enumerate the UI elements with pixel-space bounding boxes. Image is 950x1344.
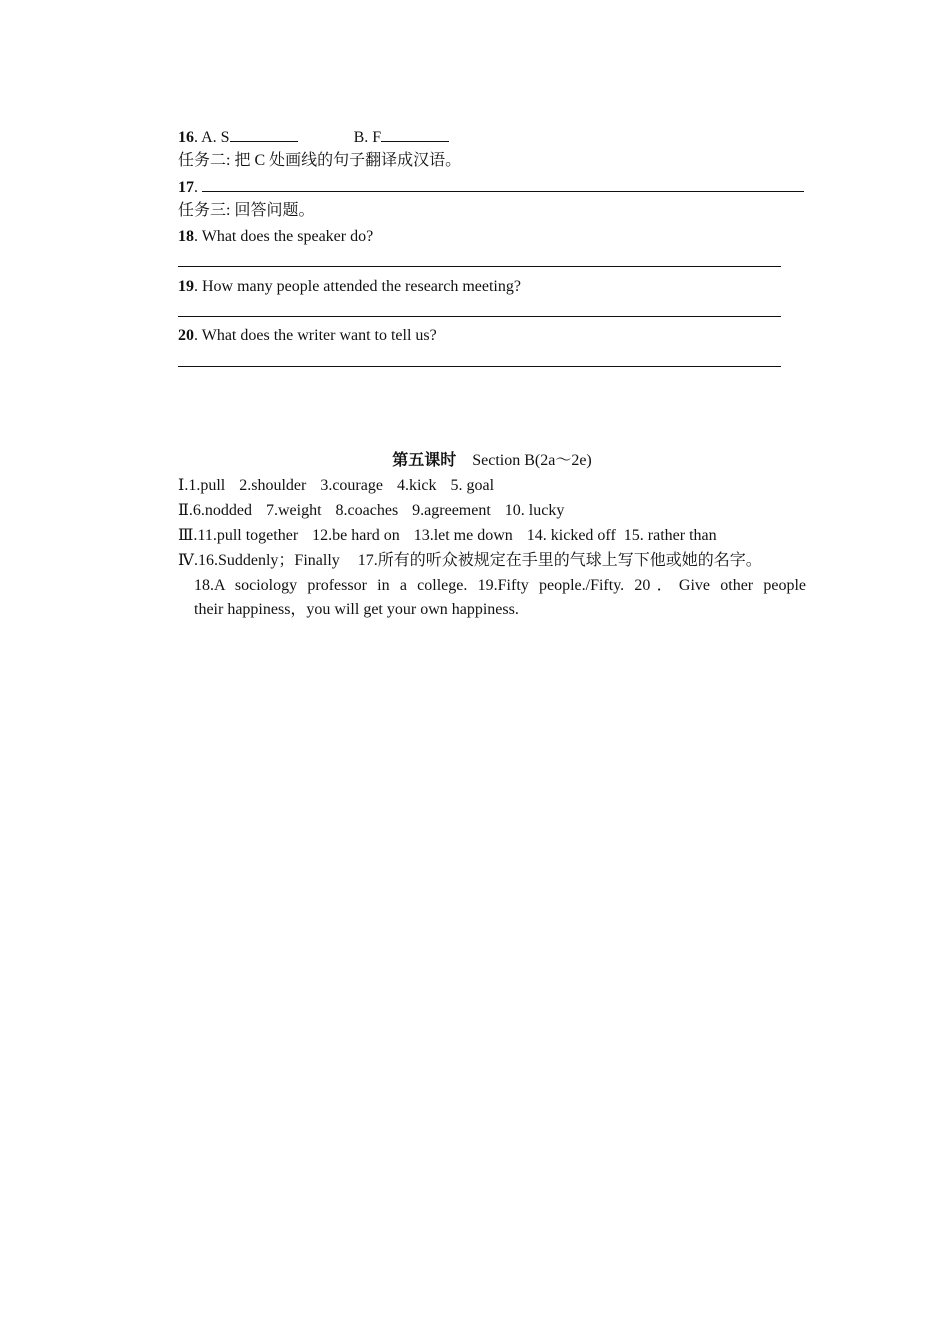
answer-line-18[interactable] <box>178 266 781 267</box>
option-a-blank[interactable] <box>230 127 298 142</box>
answer-16: 16.Suddenly；Finally <box>197 552 340 569</box>
answer-18: 18.A sociology professor in a college. <box>194 577 468 594</box>
part-label: Ⅳ. <box>178 552 198 569</box>
answers-part-4-line-2 <box>194 576 806 596</box>
question-text: . What does the writer want to tell us? <box>194 327 437 344</box>
answers-part-3 <box>178 526 717 546</box>
option-a-label: . A. S <box>194 129 230 146</box>
answer-item: 4.kick <box>396 477 437 494</box>
answer-17: 17.所有的听众被规定在手里的气球上写下他或她的名字。 <box>357 552 762 569</box>
question-19 <box>178 277 521 297</box>
task2-instruction: 任务二: 把 C 处画线的句子翻译成汉语。 <box>178 152 462 169</box>
part-label: Ⅰ. <box>178 477 189 494</box>
answer-item: 3.courage <box>320 477 383 494</box>
answer-line-19[interactable] <box>178 316 781 317</box>
answer-item: 13.let me down <box>413 527 513 544</box>
question-number: 20 <box>178 327 194 344</box>
question-20 <box>178 326 437 346</box>
question-text: . How many people attended the research meeting? <box>194 278 521 295</box>
answers-part-2 <box>178 501 564 521</box>
answer-item: 9.agreement <box>412 502 491 519</box>
answer-item: 7.weight <box>265 502 322 519</box>
answer-item: 2.shoulder <box>239 477 307 494</box>
option-b-blank[interactable] <box>381 127 449 142</box>
question-text: . What does the speaker do? <box>194 228 374 245</box>
answer-item: 10. lucky <box>504 502 565 519</box>
question-16 <box>178 127 449 148</box>
answer-item: 1.pull <box>188 477 226 494</box>
answer-19: 19.Fifty people./Fifty. <box>477 577 625 594</box>
answer-item: 5. goal <box>450 477 495 494</box>
section-title: Section B(2a～2e) <box>472 452 592 469</box>
answer-item: 12.be hard on <box>312 527 400 544</box>
question-number: 18 <box>178 228 194 245</box>
question-number: 17 <box>178 179 194 196</box>
answer-blank[interactable] <box>202 177 804 192</box>
part-label: Ⅱ. <box>178 502 193 519</box>
question-number: 19 <box>178 278 194 295</box>
answer-item: 14. kicked off <box>526 527 616 544</box>
answer-item: 6.nodded <box>192 502 252 519</box>
question-number: 16 <box>178 129 194 146</box>
answers-part-4-line-3 <box>194 600 519 620</box>
answer-item: 15. rather than <box>623 527 717 544</box>
answer-item: 8.coaches <box>335 502 399 519</box>
answer-item: 11.pull together <box>197 527 299 544</box>
question-18 <box>178 227 373 247</box>
lesson-title: 第五课时 <box>392 452 457 469</box>
question-17 <box>178 177 804 198</box>
task3-instruction: 任务三: 回答问题。 <box>178 202 315 219</box>
answer-line-20[interactable] <box>178 366 781 367</box>
question-dot: . <box>194 179 198 196</box>
answers-part-1 <box>178 476 494 496</box>
answers-part-4-line-1 <box>178 551 762 571</box>
answer-20-end: their happiness，you will get your own happiness. <box>194 601 519 618</box>
answer-20-start: 20．Give other people <box>634 577 807 594</box>
option-b-label: B. F <box>353 129 382 146</box>
answer-key-title <box>0 451 950 471</box>
part-label: Ⅲ. <box>178 527 198 544</box>
